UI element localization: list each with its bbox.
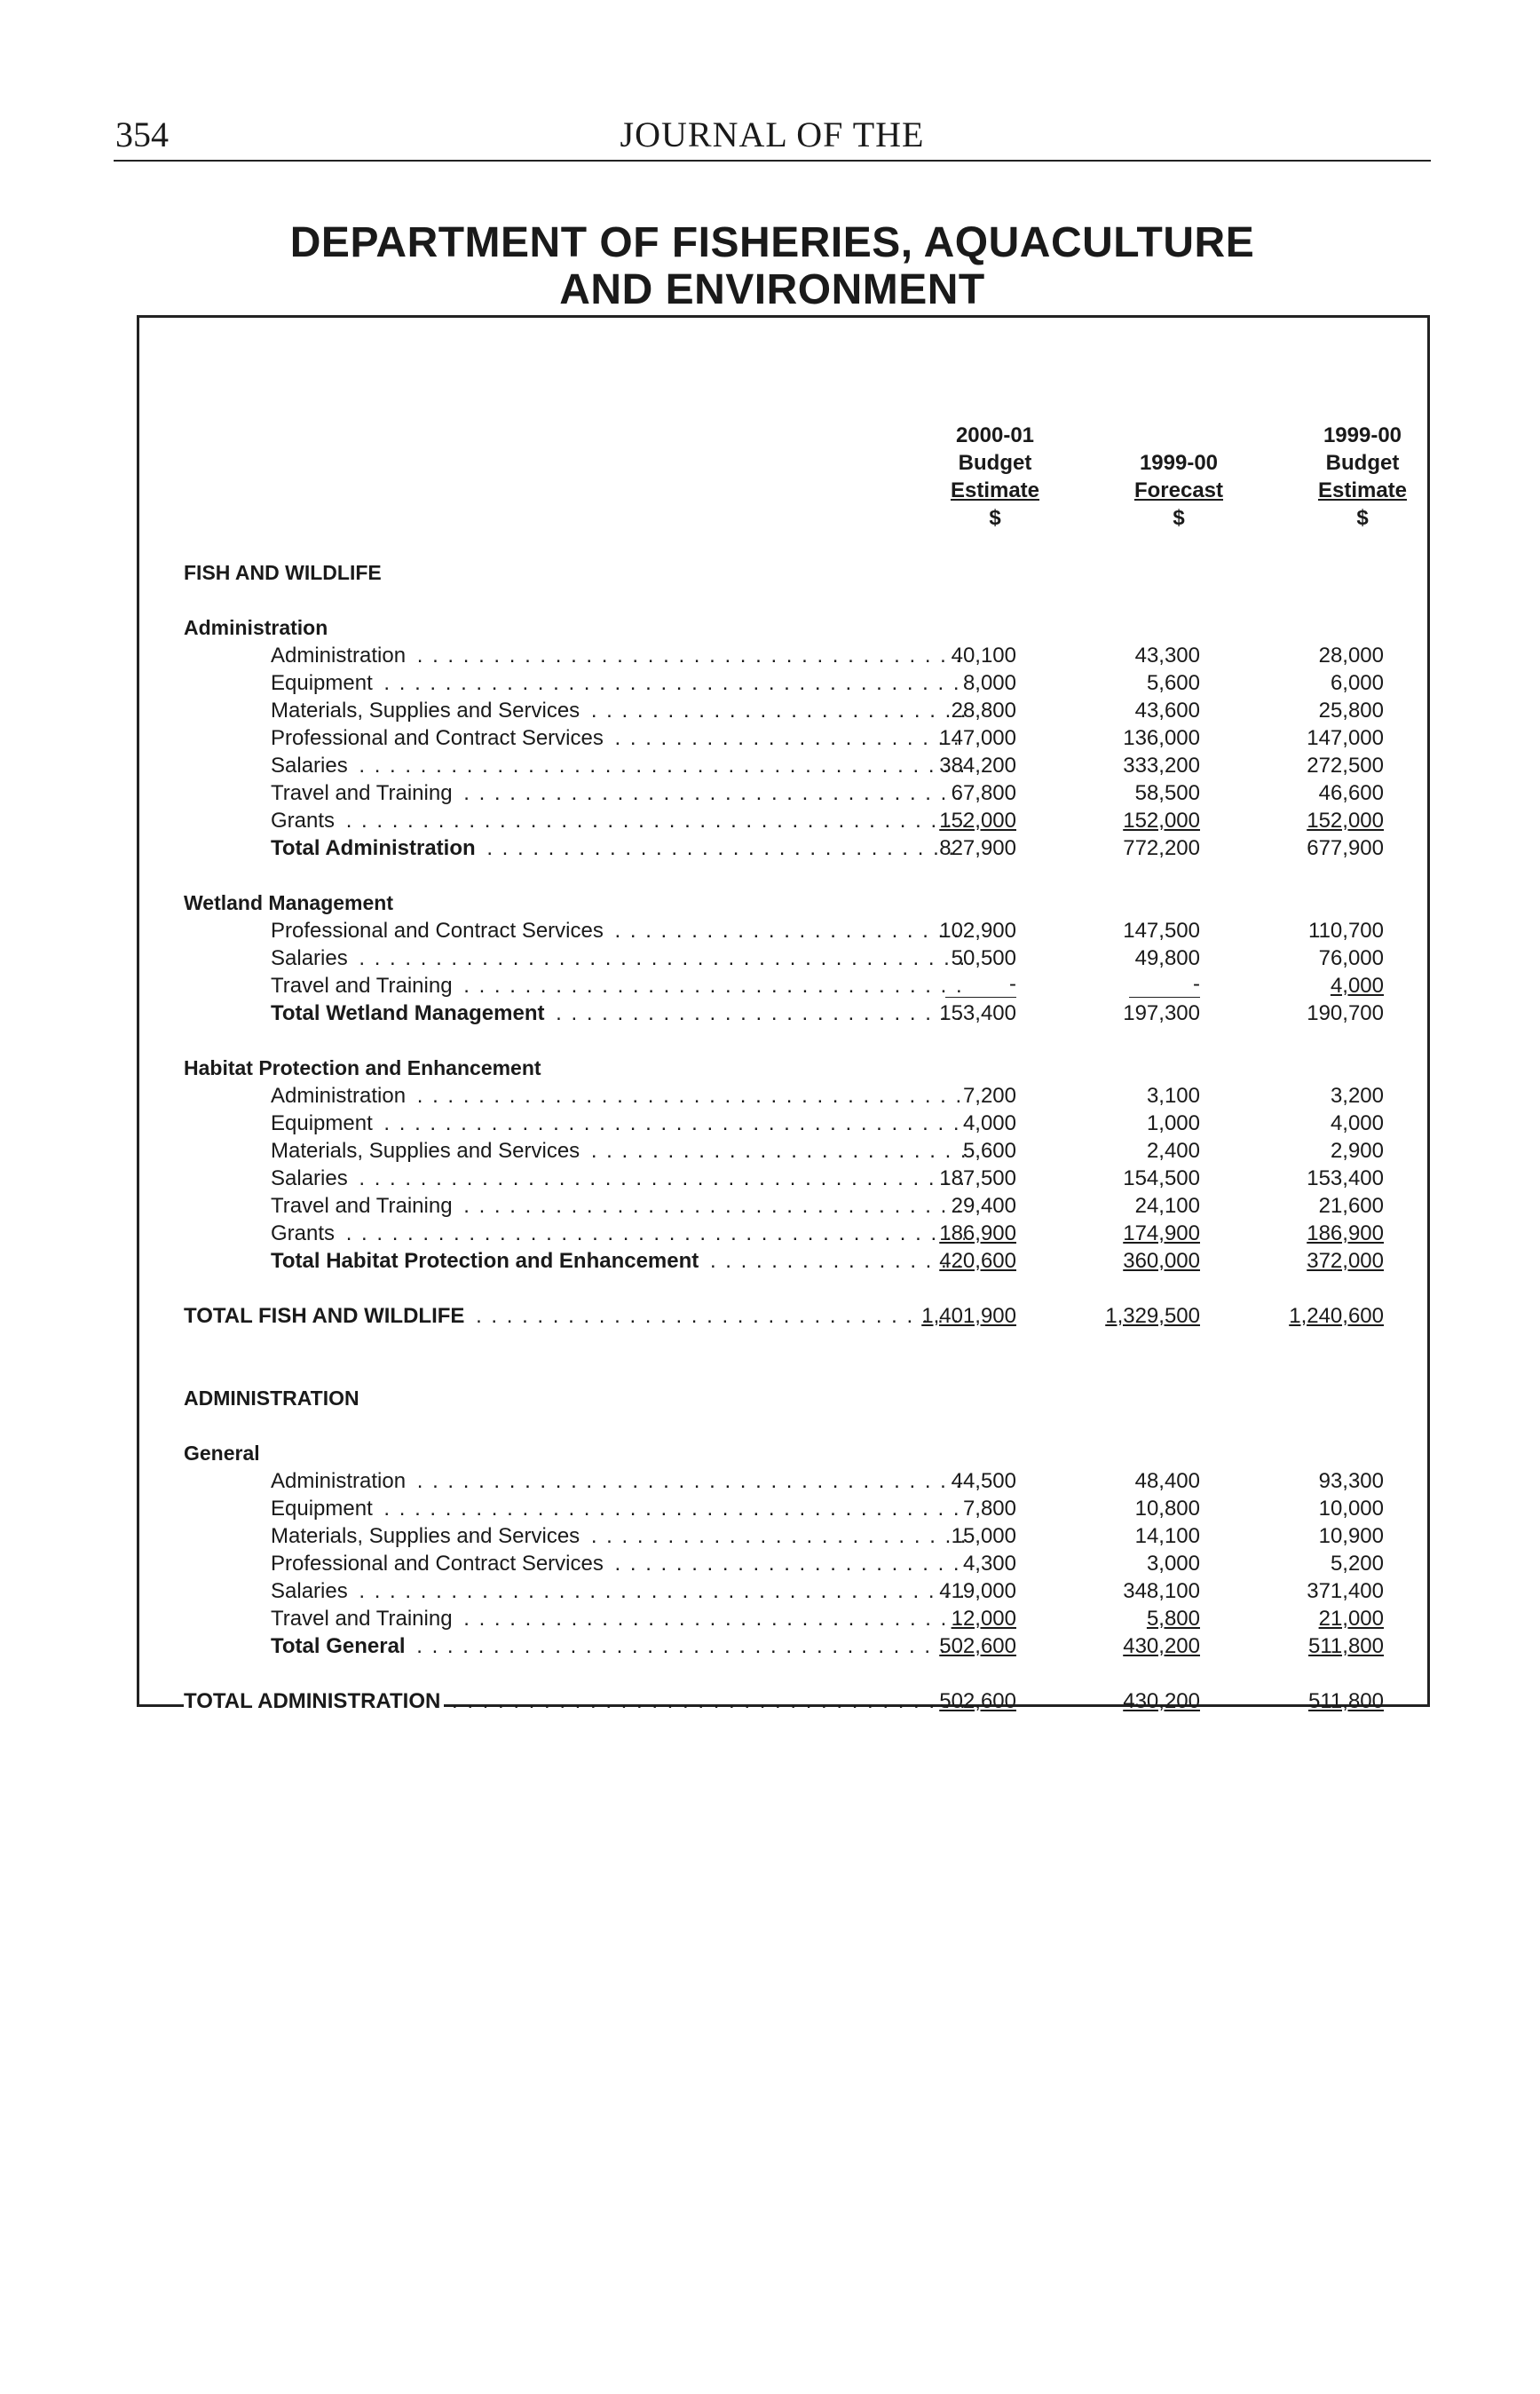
value-2000-01-estimate: 12,000 bbox=[951, 1607, 1016, 1631]
page-number: 354 bbox=[115, 115, 169, 154]
value-2000-01-estimate: 5,600 bbox=[962, 1139, 1016, 1163]
value-1999-00-forecast: - bbox=[1129, 972, 1200, 998]
table-row bbox=[139, 697, 1427, 724]
value-2000-01-estimate: 28,800 bbox=[951, 699, 1016, 723]
table-row bbox=[139, 972, 1427, 999]
group-heading-row bbox=[139, 1055, 1427, 1082]
row-label: Materials, Supplies and Services . . . bbox=[271, 1522, 965, 1550]
value-1999-00-forecast: 48,400 bbox=[1134, 1469, 1200, 1493]
value-1999-00-estimate: 190,700 bbox=[1307, 1001, 1384, 1025]
value-1999-00-forecast: 197,300 bbox=[1123, 1001, 1200, 1025]
table-row bbox=[139, 1110, 1427, 1137]
value-1999-00-forecast: 1,000 bbox=[1146, 1111, 1200, 1135]
value-1999-00-forecast: 5,600 bbox=[1146, 671, 1200, 695]
value-1999-00-estimate: 110,700 bbox=[1308, 919, 1384, 943]
row-label: Salaries . . . bbox=[271, 1165, 965, 1192]
value-2000-01-estimate: 67,800 bbox=[951, 781, 1016, 805]
table-row bbox=[139, 642, 1427, 669]
value-1999-00-forecast: 430,200 bbox=[1123, 1689, 1200, 1713]
value-1999-00-forecast: 154,500 bbox=[1123, 1166, 1200, 1190]
table-row bbox=[139, 779, 1427, 807]
value-1999-00-estimate: 511,800 bbox=[1308, 1689, 1384, 1713]
row-label: Travel and Training . . . bbox=[271, 1192, 965, 1220]
value-2000-01-estimate: 15,000 bbox=[951, 1524, 1016, 1548]
value-2000-01-estimate: 7,200 bbox=[962, 1084, 1016, 1108]
value-1999-00-estimate: 511,800 bbox=[1308, 1634, 1384, 1658]
row-label: Travel and Training . . . bbox=[271, 972, 965, 999]
row-label: TOTAL FISH AND WILDLIFE . . . bbox=[184, 1302, 965, 1330]
value-2000-01-estimate: 153,400 bbox=[939, 1001, 1016, 1025]
value-1999-00-forecast: 14,100 bbox=[1134, 1524, 1200, 1548]
value-1999-00-forecast: 772,200 bbox=[1123, 836, 1200, 860]
value-2000-01-estimate: 186,900 bbox=[939, 1221, 1016, 1245]
column-header-line2: Budget bbox=[1325, 451, 1400, 475]
column-header-line2: 1999-00 bbox=[1139, 451, 1219, 475]
value-2000-01-estimate: 4,000 bbox=[962, 1111, 1016, 1135]
value-1999-00-estimate: 371,400 bbox=[1307, 1579, 1384, 1603]
value-2000-01-estimate: 502,600 bbox=[939, 1689, 1016, 1713]
table-row bbox=[139, 1550, 1427, 1577]
value-1999-00-forecast: 3,000 bbox=[1146, 1552, 1200, 1576]
value-1999-00-forecast: 136,000 bbox=[1123, 726, 1200, 750]
value-1999-00-forecast: 2,400 bbox=[1146, 1139, 1200, 1163]
table-row bbox=[139, 669, 1427, 697]
value-2000-01-estimate: 8,000 bbox=[962, 671, 1016, 695]
value-2000-01-estimate: 102,900 bbox=[939, 919, 1016, 943]
department-title-line1: DEPARTMENT OF FISHERIES, AQUACULTURE bbox=[289, 219, 1255, 266]
value-1999-00-estimate: 46,600 bbox=[1318, 781, 1384, 805]
value-1999-00-forecast: 24,100 bbox=[1134, 1194, 1200, 1218]
table-row bbox=[139, 1467, 1427, 1495]
value-1999-00-estimate: 10,000 bbox=[1318, 1497, 1384, 1521]
table-row bbox=[139, 944, 1427, 972]
section-title-fish-and-wildlife: FISH AND WILDLIFE bbox=[184, 561, 382, 584]
value-1999-00-forecast: 360,000 bbox=[1123, 1249, 1200, 1273]
value-1999-00-estimate: 21,600 bbox=[1318, 1194, 1384, 1218]
row-label: Total Administration . . . bbox=[271, 834, 965, 862]
group-heading-row bbox=[139, 1440, 1427, 1467]
value-2000-01-estimate: 7,800 bbox=[962, 1497, 1016, 1521]
value-1999-00-forecast: 430,200 bbox=[1123, 1634, 1200, 1658]
value-1999-00-estimate: 153,400 bbox=[1307, 1166, 1384, 1190]
table-row bbox=[139, 1192, 1427, 1220]
value-1999-00-estimate: 25,800 bbox=[1318, 699, 1384, 723]
value-2000-01-estimate: 384,200 bbox=[939, 754, 1016, 778]
row-label: TOTAL ADMINISTRATION . . . bbox=[184, 1687, 965, 1715]
value-1999-00-estimate: 21,000 bbox=[1318, 1607, 1384, 1631]
group-heading-row bbox=[139, 889, 1427, 917]
row-label: Salaries . . . bbox=[271, 1577, 965, 1605]
row-label: Materials, Supplies and Services . . . bbox=[271, 697, 965, 724]
row-label: Travel and Training . . . bbox=[271, 1605, 965, 1632]
row-label: Professional and Contract Services . . . bbox=[271, 917, 965, 944]
value-1999-00-forecast: 152,000 bbox=[1123, 809, 1200, 833]
value-1999-00-forecast: 10,800 bbox=[1134, 1497, 1200, 1521]
subtotal-row bbox=[139, 1247, 1427, 1275]
value-1999-00-forecast: 3,100 bbox=[1146, 1084, 1200, 1108]
value-1999-00-estimate: 677,900 bbox=[1307, 836, 1384, 860]
column-header-line3: Estimate bbox=[1317, 478, 1408, 502]
value-1999-00-forecast: 58,500 bbox=[1134, 781, 1200, 805]
subtotal-row bbox=[139, 999, 1427, 1027]
value-2000-01-estimate: 419,000 bbox=[939, 1579, 1016, 1603]
value-2000-01-estimate: 40,100 bbox=[951, 644, 1016, 668]
value-2000-01-estimate: 187,500 bbox=[939, 1166, 1016, 1190]
value-1999-00-forecast: 147,500 bbox=[1123, 919, 1200, 943]
row-label: Grants . . . bbox=[271, 1220, 965, 1247]
value-1999-00-forecast: 43,300 bbox=[1134, 644, 1200, 668]
value-1999-00-estimate: 4,000 bbox=[1330, 974, 1384, 998]
table-row bbox=[139, 1165, 1427, 1192]
value-1999-00-estimate: 4,000 bbox=[1330, 1111, 1384, 1135]
group-title-administration: Administration bbox=[184, 616, 328, 639]
table-row bbox=[139, 1495, 1427, 1522]
row-label: Materials, Supplies and Services . . . bbox=[271, 1137, 965, 1165]
value-1999-00-estimate: 372,000 bbox=[1307, 1249, 1384, 1273]
value-1999-00-estimate: 2,900 bbox=[1330, 1139, 1384, 1163]
row-label: Administration . . . bbox=[271, 1082, 965, 1110]
section-heading-row bbox=[139, 559, 1427, 587]
value-1999-00-forecast: 5,800 bbox=[1146, 1607, 1200, 1631]
row-label: Salaries . . . bbox=[271, 752, 965, 779]
table-row bbox=[139, 917, 1427, 944]
value-1999-00-estimate: 147,000 bbox=[1307, 726, 1384, 750]
value-1999-00-forecast: 43,600 bbox=[1134, 699, 1200, 723]
value-2000-01-estimate: 420,600 bbox=[939, 1249, 1016, 1273]
table-row bbox=[139, 724, 1427, 752]
table-row bbox=[139, 1522, 1427, 1550]
value-2000-01-estimate: 4,300 bbox=[962, 1552, 1016, 1576]
section-title-administration: ADMINISTRATION bbox=[184, 1387, 359, 1410]
table-row bbox=[139, 1220, 1427, 1247]
department-title-line2: AND ENVIRONMENT bbox=[559, 266, 985, 313]
value-1999-00-estimate: 152,000 bbox=[1307, 809, 1384, 833]
value-1999-00-estimate: 3,200 bbox=[1330, 1084, 1384, 1108]
row-label: Salaries . . . bbox=[271, 944, 965, 972]
subtotal-row bbox=[139, 1632, 1427, 1660]
column-header-1999-00-budget-estimate bbox=[1252, 422, 1473, 532]
value-1999-00-estimate: 6,000 bbox=[1330, 671, 1384, 695]
row-label: Equipment . . . bbox=[271, 669, 965, 697]
column-header-unit: $ bbox=[989, 506, 1001, 530]
table-row bbox=[139, 1577, 1427, 1605]
row-label: Grants . . . bbox=[271, 807, 965, 834]
value-2000-01-estimate: 1,401,900 bbox=[921, 1304, 1016, 1328]
grand-total-row bbox=[139, 1302, 1427, 1330]
value-1999-00-estimate: 186,900 bbox=[1307, 1221, 1384, 1245]
page-header bbox=[114, 114, 1431, 162]
row-label: Total Habitat Protection and Enhancement . . . bbox=[271, 1247, 965, 1275]
row-label: Administration . . . bbox=[271, 642, 965, 669]
value-2000-01-estimate: - bbox=[945, 972, 1016, 998]
value-2000-01-estimate: 50,500 bbox=[951, 946, 1016, 970]
row-label: Professional and Contract Services . . . bbox=[271, 724, 965, 752]
value-1999-00-estimate: 10,900 bbox=[1318, 1524, 1384, 1548]
column-header-line3: Forecast bbox=[1133, 478, 1224, 502]
column-header-line1: 2000-01 bbox=[955, 423, 1035, 447]
table-row bbox=[139, 752, 1427, 779]
table-row bbox=[139, 1082, 1427, 1110]
group-title-habitat-protection: Habitat Protection and Enhancement bbox=[184, 1056, 541, 1079]
value-2000-01-estimate: 29,400 bbox=[951, 1194, 1016, 1218]
group-title-wetland-management: Wetland Management bbox=[184, 891, 393, 914]
grand-total-row bbox=[139, 1687, 1427, 1715]
row-label: Equipment . . . bbox=[271, 1495, 965, 1522]
group-heading-row bbox=[139, 614, 1427, 642]
column-header-unit: $ bbox=[1173, 506, 1185, 530]
row-label: Total Wetland Management . . . bbox=[271, 999, 965, 1027]
column-header-line2: Budget bbox=[958, 451, 1032, 475]
value-2000-01-estimate: 827,900 bbox=[939, 836, 1016, 860]
running-title: JOURNAL OF THE bbox=[620, 115, 925, 154]
value-1999-00-estimate: 76,000 bbox=[1318, 946, 1384, 970]
subtotal-row bbox=[139, 834, 1427, 862]
table-row bbox=[139, 1137, 1427, 1165]
value-1999-00-estimate: 1,240,600 bbox=[1289, 1304, 1384, 1328]
value-2000-01-estimate: 152,000 bbox=[939, 809, 1016, 833]
row-label: Administration . . . bbox=[271, 1467, 965, 1495]
value-1999-00-estimate: 28,000 bbox=[1318, 644, 1384, 668]
row-label: Equipment . . . bbox=[271, 1110, 965, 1137]
column-header-unit: $ bbox=[1356, 506, 1369, 530]
budget-table bbox=[137, 315, 1430, 1713]
column-header-line1: 1999-00 bbox=[1323, 423, 1402, 447]
value-1999-00-forecast: 49,800 bbox=[1134, 946, 1200, 970]
value-2000-01-estimate: 147,000 bbox=[939, 726, 1016, 750]
value-1999-00-forecast: 333,200 bbox=[1123, 754, 1200, 778]
table-row bbox=[139, 1605, 1427, 1632]
value-2000-01-estimate: 44,500 bbox=[951, 1469, 1016, 1493]
value-2000-01-estimate: 502,600 bbox=[939, 1634, 1016, 1658]
row-label: Professional and Contract Services . . . bbox=[271, 1550, 965, 1577]
value-1999-00-estimate: 272,500 bbox=[1307, 754, 1384, 778]
section-heading-row bbox=[139, 1385, 1427, 1412]
table-row bbox=[139, 807, 1427, 834]
row-label: Travel and Training . . . bbox=[271, 779, 965, 807]
group-title-general: General bbox=[184, 1442, 260, 1465]
row-label: Total General . . . bbox=[271, 1632, 965, 1660]
value-1999-00-estimate: 5,200 bbox=[1330, 1552, 1384, 1576]
value-1999-00-estimate: 93,300 bbox=[1318, 1469, 1384, 1493]
column-header-line3: Estimate bbox=[950, 478, 1040, 502]
value-1999-00-forecast: 348,100 bbox=[1123, 1579, 1200, 1603]
value-1999-00-forecast: 1,329,500 bbox=[1105, 1304, 1200, 1328]
value-1999-00-forecast: 174,900 bbox=[1123, 1221, 1200, 1245]
